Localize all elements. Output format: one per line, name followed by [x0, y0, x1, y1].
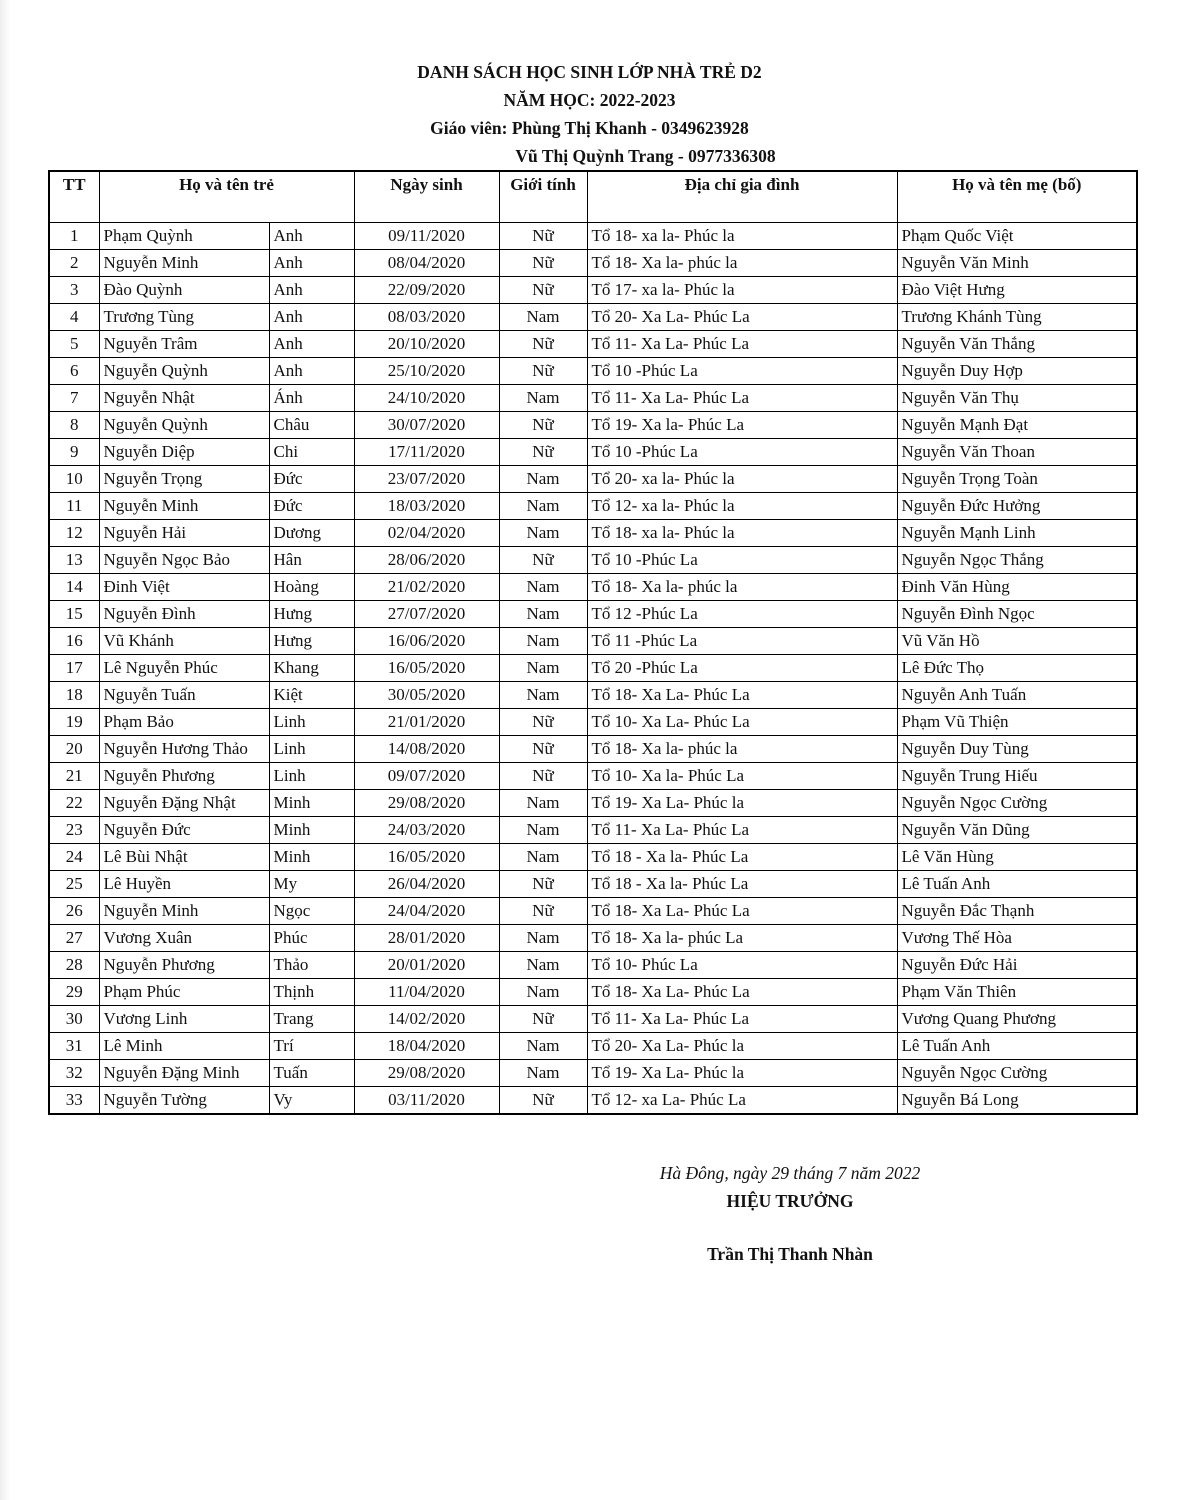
cell-tt: 29 — [49, 979, 99, 1006]
column-header-address: Địa chỉ gia đình — [587, 171, 897, 223]
student-row — [49, 520, 1137, 547]
cell-address: Tổ 10- Phúc La — [587, 952, 897, 979]
cell-tt: 27 — [49, 925, 99, 952]
cell-address: Tổ 18- xa la- Phúc la — [587, 223, 897, 250]
cell-dob: 24/03/2020 — [354, 817, 499, 844]
cell-dob: 20/10/2020 — [354, 331, 499, 358]
cell-dob: 29/08/2020 — [354, 1060, 499, 1087]
cell-parent: Nguyễn Đức Hải — [897, 952, 1137, 979]
cell-name1: Nguyễn Quỳnh — [99, 412, 269, 439]
cell-name2: Châu — [269, 412, 354, 439]
cell-parent: Nguyễn Mạnh Linh — [897, 520, 1137, 547]
cell-address: Tổ 18- Xa La- Phúc La — [587, 979, 897, 1006]
cell-tt: 30 — [49, 1006, 99, 1033]
student-row — [49, 574, 1137, 601]
student-row — [49, 844, 1137, 871]
cell-address: Tổ 12- xa la- Phúc la — [587, 493, 897, 520]
cell-tt: 14 — [49, 574, 99, 601]
cell-name1: Vương Linh — [99, 1006, 269, 1033]
teacher-line-1: Giáo viên: Phùng Thị Khanh - 0349623928 — [430, 118, 749, 138]
cell-tt: 22 — [49, 790, 99, 817]
cell-parent: Nguyễn Trọng Toàn — [897, 466, 1137, 493]
cell-name1: Nguyễn Hải — [99, 520, 269, 547]
cell-address: Tổ 10 -Phúc La — [587, 358, 897, 385]
cell-tt: 15 — [49, 601, 99, 628]
cell-parent: Nguyễn Anh Tuấn — [897, 682, 1137, 709]
cell-name2: Đức — [269, 493, 354, 520]
student-row — [49, 304, 1137, 331]
cell-gender: Nữ — [499, 736, 587, 763]
column-header-parent: Họ và tên mẹ (bố) — [897, 171, 1137, 223]
cell-address: Tổ 11- Xa La- Phúc La — [587, 331, 897, 358]
cell-dob: 18/04/2020 — [354, 1033, 499, 1060]
cell-tt: 8 — [49, 412, 99, 439]
cell-tt: 7 — [49, 385, 99, 412]
cell-address: Tổ 11- Xa La- Phúc La — [587, 1006, 897, 1033]
cell-gender: Nữ — [499, 709, 587, 736]
cell-address: Tổ 18 - Xa la- Phúc La — [587, 844, 897, 871]
cell-dob: 16/06/2020 — [354, 628, 499, 655]
cell-gender: Nam — [499, 493, 587, 520]
cell-dob: 14/02/2020 — [354, 1006, 499, 1033]
cell-name1: Nguyễn Tường — [99, 1087, 269, 1115]
footer-block — [530, 1161, 1050, 1266]
cell-address: Tổ 12- xa La- Phúc La — [587, 1087, 897, 1115]
cell-address: Tổ 20- Xa La- Phúc la — [587, 1033, 897, 1060]
place-date: Hà Đông, ngày 29 tháng 7 năm 2022 — [659, 1163, 921, 1183]
cell-gender: Nam — [499, 466, 587, 493]
student-table — [48, 170, 1138, 1115]
student-row — [49, 1087, 1137, 1115]
cell-name2: Minh — [269, 817, 354, 844]
cell-tt: 1 — [49, 223, 99, 250]
cell-address: Tổ 18- Xa La- Phúc La — [587, 898, 897, 925]
cell-name2: Chi — [269, 439, 354, 466]
cell-tt: 19 — [49, 709, 99, 736]
cell-name2: Anh — [269, 223, 354, 250]
cell-dob: 03/11/2020 — [354, 1087, 499, 1115]
cell-dob: 17/11/2020 — [354, 439, 499, 466]
cell-address: Tổ 10 -Phúc La — [587, 439, 897, 466]
cell-parent: Nguyễn Đắc Thạnh — [897, 898, 1137, 925]
cell-address: Tổ 17- xa la- Phúc la — [587, 277, 897, 304]
cell-gender: Nữ — [499, 439, 587, 466]
cell-parent: Đinh Văn Hùng — [897, 574, 1137, 601]
table-header-row — [49, 171, 1137, 223]
cell-name2: Hân — [269, 547, 354, 574]
cell-gender: Nữ — [499, 277, 587, 304]
student-row — [49, 628, 1137, 655]
student-row — [49, 547, 1137, 574]
student-row — [49, 601, 1137, 628]
student-row — [49, 709, 1137, 736]
cell-dob: 29/08/2020 — [354, 790, 499, 817]
cell-gender: Nữ — [499, 412, 587, 439]
cell-name2: Thảo — [269, 952, 354, 979]
student-row — [49, 331, 1137, 358]
cell-name2: Khang — [269, 655, 354, 682]
student-row — [49, 412, 1137, 439]
school-year: NĂM HỌC: 2022-2023 — [503, 90, 676, 110]
cell-name1: Nguyễn Hương Thảo — [99, 736, 269, 763]
cell-parent: Đào Việt Hưng — [897, 277, 1137, 304]
cell-parent: Nguyễn Ngọc Cường — [897, 1060, 1137, 1087]
student-row — [49, 223, 1137, 250]
cell-name2: Minh — [269, 844, 354, 871]
title-block — [0, 0, 1179, 170]
cell-tt: 26 — [49, 898, 99, 925]
cell-dob: 24/10/2020 — [354, 385, 499, 412]
cell-dob: 18/03/2020 — [354, 493, 499, 520]
cell-tt: 24 — [49, 844, 99, 871]
column-header-dob: Ngày sinh — [354, 171, 499, 223]
cell-tt: 23 — [49, 817, 99, 844]
cell-name1: Nguyễn Quỳnh — [99, 358, 269, 385]
cell-parent: Phạm Văn Thiên — [897, 979, 1137, 1006]
cell-tt: 4 — [49, 304, 99, 331]
cell-address: Tổ 10- Xa la- Phúc La — [587, 763, 897, 790]
cell-tt: 28 — [49, 952, 99, 979]
cell-name1: Phạm Bảo — [99, 709, 269, 736]
cell-parent: Nguyễn Văn Minh — [897, 250, 1137, 277]
cell-name2: Tuấn — [269, 1060, 354, 1087]
cell-parent: Nguyễn Duy Tùng — [897, 736, 1137, 763]
cell-tt: 12 — [49, 520, 99, 547]
cell-gender: Nam — [499, 790, 587, 817]
cell-name2: Hoàng — [269, 574, 354, 601]
cell-parent: Vũ Văn Hồ — [897, 628, 1137, 655]
cell-name2: Linh — [269, 763, 354, 790]
teacher-line-2: Vũ Thị Quỳnh Trang - 0977336308 — [515, 146, 776, 166]
cell-tt: 9 — [49, 439, 99, 466]
principal-title: HIỆU TRƯỞNG — [726, 1191, 854, 1211]
cell-dob: 14/08/2020 — [354, 736, 499, 763]
cell-dob: 26/04/2020 — [354, 871, 499, 898]
cell-name1: Vũ Khánh — [99, 628, 269, 655]
cell-tt: 31 — [49, 1033, 99, 1060]
cell-name1: Nguyễn Đặng Minh — [99, 1060, 269, 1087]
principal-name: Trần Thị Thanh Nhàn — [707, 1244, 873, 1264]
column-header-name: Họ và tên trẻ — [99, 171, 354, 223]
cell-gender: Nữ — [499, 358, 587, 385]
cell-name2: Linh — [269, 709, 354, 736]
cell-gender: Nam — [499, 979, 587, 1006]
cell-gender: Nam — [499, 817, 587, 844]
cell-address: Tổ 11 -Phúc La — [587, 628, 897, 655]
cell-name2: Kiệt — [269, 682, 354, 709]
cell-parent: Lê Văn Hùng — [897, 844, 1137, 871]
cell-name1: Vương Xuân — [99, 925, 269, 952]
cell-tt: 2 — [49, 250, 99, 277]
cell-gender: Nữ — [499, 223, 587, 250]
cell-parent: Nguyễn Mạnh Đạt — [897, 412, 1137, 439]
cell-name1: Nguyễn Đặng Nhật — [99, 790, 269, 817]
cell-name1: Nguyễn Trọng — [99, 466, 269, 493]
cell-dob: 22/09/2020 — [354, 277, 499, 304]
cell-address: Tổ 19- Xa La- Phúc la — [587, 790, 897, 817]
student-row — [49, 1033, 1137, 1060]
cell-name2: Dương — [269, 520, 354, 547]
cell-name1: Nguyễn Phương — [99, 763, 269, 790]
cell-parent: Nguyễn Bá Long — [897, 1087, 1137, 1115]
student-row — [49, 250, 1137, 277]
cell-parent: Nguyễn Văn Thoan — [897, 439, 1137, 466]
document-title: DANH SÁCH HỌC SINH LỚP NHÀ TRẺ D2 — [417, 62, 762, 82]
cell-name1: Nguyễn Phương — [99, 952, 269, 979]
cell-gender: Nữ — [499, 331, 587, 358]
cell-name1: Nguyễn Đình — [99, 601, 269, 628]
cell-name2: Anh — [269, 277, 354, 304]
cell-name2: Hưng — [269, 601, 354, 628]
cell-name2: Vy — [269, 1087, 354, 1115]
cell-tt: 13 — [49, 547, 99, 574]
cell-name1: Nguyễn Ngọc Bảo — [99, 547, 269, 574]
cell-name2: Thịnh — [269, 979, 354, 1006]
cell-address: Tổ 12 -Phúc La — [587, 601, 897, 628]
cell-address: Tổ 18- Xa la- phúc la — [587, 574, 897, 601]
cell-tt: 32 — [49, 1060, 99, 1087]
student-row — [49, 979, 1137, 1006]
cell-address: Tổ 20 -Phúc La — [587, 655, 897, 682]
cell-address: Tổ 18- Xa la- phúc la — [587, 250, 897, 277]
cell-name1: Nguyễn Minh — [99, 493, 269, 520]
cell-dob: 23/07/2020 — [354, 466, 499, 493]
student-row — [49, 655, 1137, 682]
student-row — [49, 439, 1137, 466]
cell-name1: Đinh Việt — [99, 574, 269, 601]
student-row — [49, 1006, 1137, 1033]
cell-dob: 28/01/2020 — [354, 925, 499, 952]
cell-parent: Trương Khánh Tùng — [897, 304, 1137, 331]
cell-name1: Nguyễn Trâm — [99, 331, 269, 358]
cell-dob: 24/04/2020 — [354, 898, 499, 925]
cell-name1: Nguyễn Đức — [99, 817, 269, 844]
cell-dob: 21/01/2020 — [354, 709, 499, 736]
cell-gender: Nam — [499, 520, 587, 547]
cell-dob: 28/06/2020 — [354, 547, 499, 574]
cell-tt: 3 — [49, 277, 99, 304]
cell-address: Tổ 10 -Phúc La — [587, 547, 897, 574]
cell-name2: Anh — [269, 331, 354, 358]
cell-dob: 02/04/2020 — [354, 520, 499, 547]
cell-parent: Lê Tuấn Anh — [897, 871, 1137, 898]
student-row — [49, 871, 1137, 898]
student-row — [49, 385, 1137, 412]
cell-name1: Lê Minh — [99, 1033, 269, 1060]
cell-gender: Nữ — [499, 763, 587, 790]
cell-name2: Ánh — [269, 385, 354, 412]
cell-address: Tổ 19- Xa la- Phúc La — [587, 412, 897, 439]
cell-gender: Nam — [499, 844, 587, 871]
cell-parent: Vương Quang Phương — [897, 1006, 1137, 1033]
cell-parent: Nguyễn Duy Hợp — [897, 358, 1137, 385]
cell-gender: Nam — [499, 655, 587, 682]
student-row — [49, 736, 1137, 763]
cell-dob: 11/04/2020 — [354, 979, 499, 1006]
cell-dob: 08/04/2020 — [354, 250, 499, 277]
cell-dob: 30/05/2020 — [354, 682, 499, 709]
cell-address: Tổ 18 - Xa la- Phúc La — [587, 871, 897, 898]
cell-gender: Nam — [499, 574, 587, 601]
cell-gender: Nam — [499, 925, 587, 952]
cell-dob: 09/11/2020 — [354, 223, 499, 250]
cell-name2: My — [269, 871, 354, 898]
cell-tt: 10 — [49, 466, 99, 493]
cell-gender: Nam — [499, 628, 587, 655]
cell-tt: 18 — [49, 682, 99, 709]
cell-name1: Lê Nguyễn Phúc — [99, 655, 269, 682]
cell-name1: Trương Tùng — [99, 304, 269, 331]
cell-gender: Nam — [499, 952, 587, 979]
cell-tt: 25 — [49, 871, 99, 898]
cell-tt: 16 — [49, 628, 99, 655]
cell-name1: Đào Quỳnh — [99, 277, 269, 304]
cell-tt: 20 — [49, 736, 99, 763]
student-row — [49, 466, 1137, 493]
cell-parent: Nguyễn Văn Thắng — [897, 331, 1137, 358]
cell-name2: Linh — [269, 736, 354, 763]
cell-gender: Nữ — [499, 898, 587, 925]
cell-gender: Nữ — [499, 547, 587, 574]
cell-address: Tổ 18- xa la- Phúc la — [587, 520, 897, 547]
student-row — [49, 898, 1137, 925]
cell-name2: Anh — [269, 358, 354, 385]
cell-name1: Nguyễn Minh — [99, 898, 269, 925]
student-row — [49, 277, 1137, 304]
cell-parent: Nguyễn Ngọc Cường — [897, 790, 1137, 817]
cell-gender: Nam — [499, 1060, 587, 1087]
cell-gender: Nam — [499, 601, 587, 628]
cell-tt: 21 — [49, 763, 99, 790]
cell-name2: Ngọc — [269, 898, 354, 925]
cell-gender: Nữ — [499, 1087, 587, 1115]
cell-tt: 33 — [49, 1087, 99, 1115]
cell-parent: Nguyễn Trung Hiếu — [897, 763, 1137, 790]
cell-tt: 5 — [49, 331, 99, 358]
cell-address: Tổ 20- xa la- Phúc la — [587, 466, 897, 493]
cell-name2: Minh — [269, 790, 354, 817]
student-row — [49, 763, 1137, 790]
cell-name2: Phúc — [269, 925, 354, 952]
cell-parent: Lê Đức Thọ — [897, 655, 1137, 682]
cell-tt: 6 — [49, 358, 99, 385]
cell-name1: Nguyễn Diệp — [99, 439, 269, 466]
cell-gender: Nữ — [499, 250, 587, 277]
cell-name1: Phạm Quỳnh — [99, 223, 269, 250]
cell-dob: 30/07/2020 — [354, 412, 499, 439]
cell-dob: 21/02/2020 — [354, 574, 499, 601]
cell-name2: Anh — [269, 304, 354, 331]
cell-dob: 20/01/2020 — [354, 952, 499, 979]
cell-dob: 25/10/2020 — [354, 358, 499, 385]
cell-parent: Nguyễn Đình Ngọc — [897, 601, 1137, 628]
student-row — [49, 682, 1137, 709]
cell-name2: Hưng — [269, 628, 354, 655]
student-row — [49, 952, 1137, 979]
cell-parent: Vương Thế Hòa — [897, 925, 1137, 952]
column-header-gender: Giới tính — [499, 171, 587, 223]
cell-address: Tổ 19- Xa La- Phúc la — [587, 1060, 897, 1087]
cell-address: Tổ 11- Xa La- Phúc La — [587, 385, 897, 412]
cell-name1: Nguyễn Nhật — [99, 385, 269, 412]
cell-parent: Nguyễn Văn Dũng — [897, 817, 1137, 844]
cell-parent: Phạm Quốc Việt — [897, 223, 1137, 250]
cell-tt: 11 — [49, 493, 99, 520]
cell-address: Tổ 20- Xa La- Phúc La — [587, 304, 897, 331]
cell-address: Tổ 18- Xa la- phúc La — [587, 925, 897, 952]
cell-parent: Nguyễn Đức Hưởng — [897, 493, 1137, 520]
cell-name2: Trang — [269, 1006, 354, 1033]
cell-address: Tổ 11- Xa La- Phúc La — [587, 817, 897, 844]
cell-name1: Lê Bùi Nhật — [99, 844, 269, 871]
cell-gender: Nữ — [499, 871, 587, 898]
cell-gender: Nam — [499, 1033, 587, 1060]
cell-gender: Nam — [499, 304, 587, 331]
cell-dob: 08/03/2020 — [354, 304, 499, 331]
cell-name1: Lê Huyền — [99, 871, 269, 898]
student-row — [49, 790, 1137, 817]
cell-dob: 16/05/2020 — [354, 655, 499, 682]
cell-dob: 16/05/2020 — [354, 844, 499, 871]
cell-name1: Nguyễn Minh — [99, 250, 269, 277]
student-row — [49, 817, 1137, 844]
cell-gender: Nam — [499, 682, 587, 709]
cell-name2: Trí — [269, 1033, 354, 1060]
cell-tt: 17 — [49, 655, 99, 682]
cell-dob: 27/07/2020 — [354, 601, 499, 628]
cell-address: Tổ 18- Xa la- phúc la — [587, 736, 897, 763]
cell-parent: Nguyễn Văn Thụ — [897, 385, 1137, 412]
cell-dob: 09/07/2020 — [354, 763, 499, 790]
cell-gender: Nữ — [499, 1006, 587, 1033]
cell-name1: Phạm Phúc — [99, 979, 269, 1006]
cell-name1: Nguyễn Tuấn — [99, 682, 269, 709]
cell-parent: Lê Tuấn Anh — [897, 1033, 1137, 1060]
cell-name2: Anh — [269, 250, 354, 277]
cell-address: Tổ 18- Xa La- Phúc La — [587, 682, 897, 709]
student-row — [49, 493, 1137, 520]
cell-gender: Nam — [499, 385, 587, 412]
cell-parent: Phạm Vũ Thiện — [897, 709, 1137, 736]
cell-name2: Đức — [269, 466, 354, 493]
cell-address: Tổ 10- Xa La- Phúc La — [587, 709, 897, 736]
student-row — [49, 925, 1137, 952]
cell-parent: Nguyễn Ngọc Thắng — [897, 547, 1137, 574]
student-row — [49, 358, 1137, 385]
column-header-tt: TT — [49, 171, 99, 223]
student-row — [49, 1060, 1137, 1087]
